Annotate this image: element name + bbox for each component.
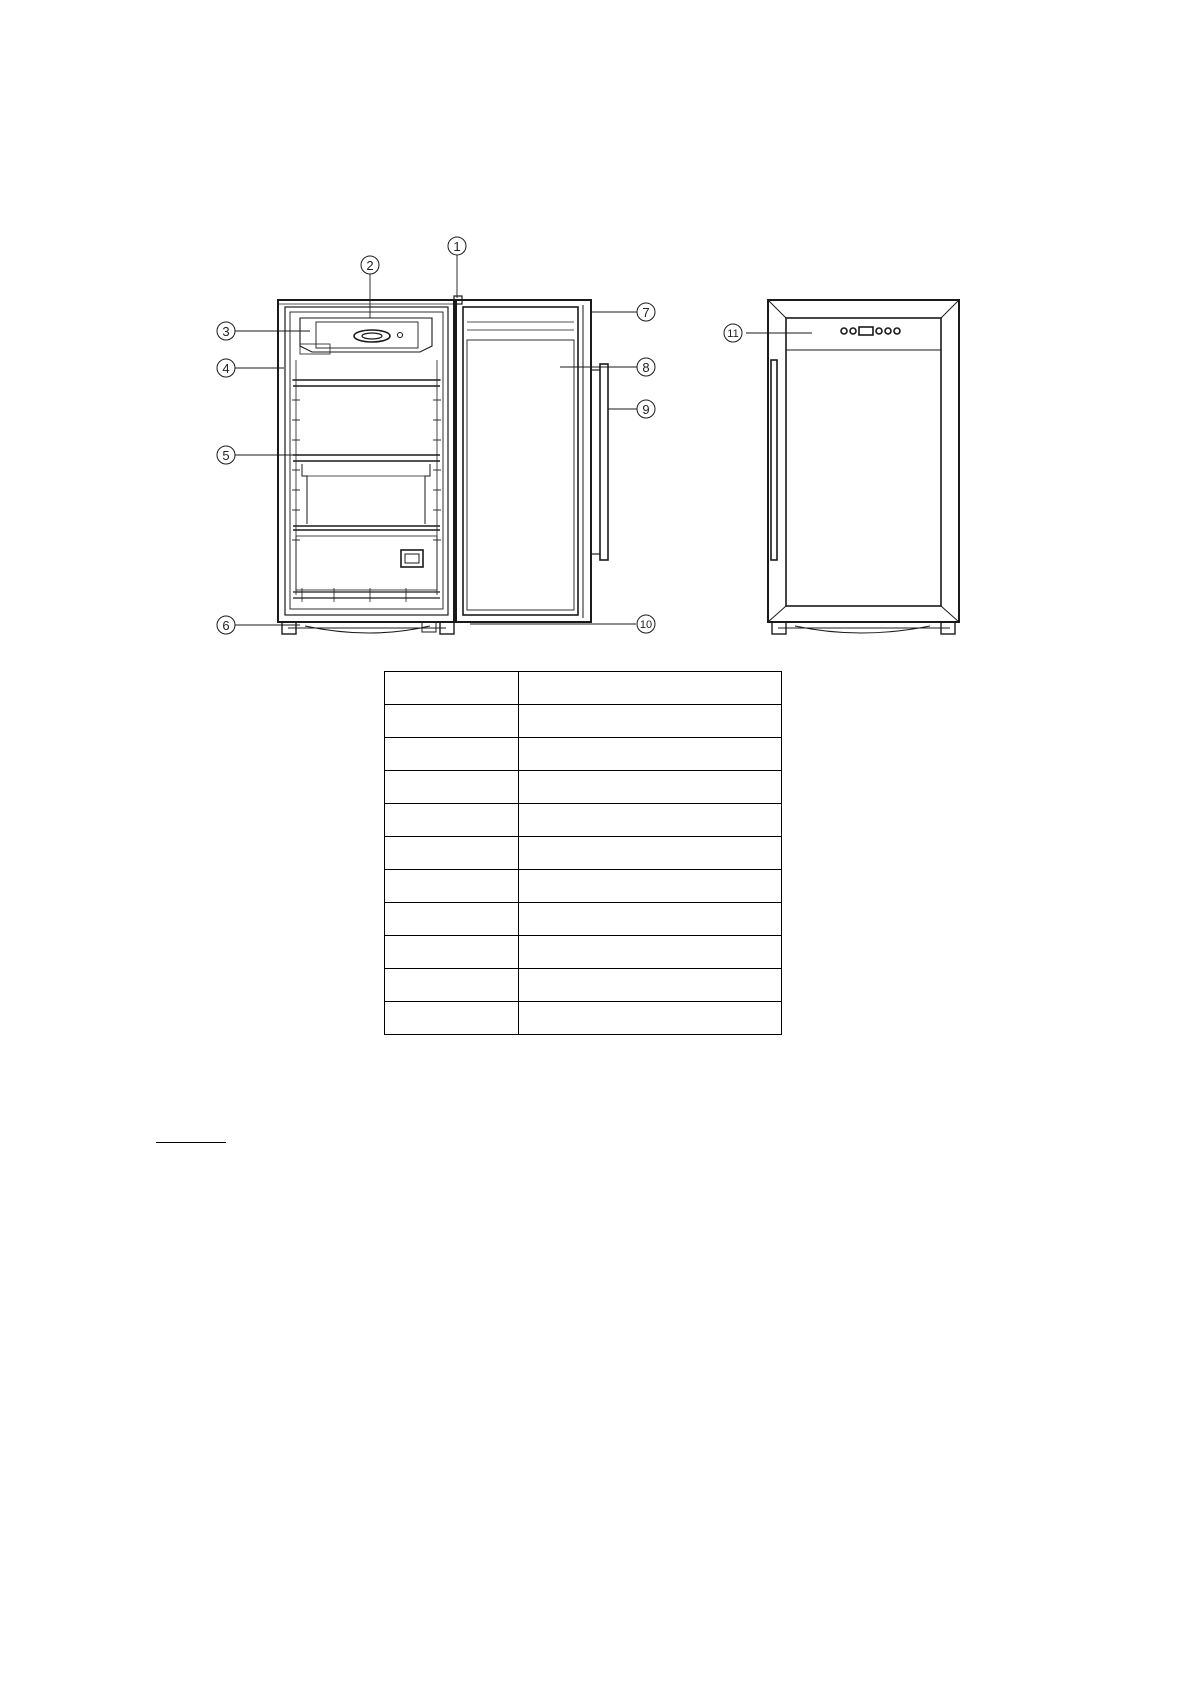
table-row	[385, 936, 782, 969]
open-door	[454, 296, 608, 622]
part-name-cell	[519, 903, 782, 936]
parts-table	[384, 671, 782, 1035]
callout-9-number: 9	[642, 402, 650, 417]
table-row	[385, 705, 782, 738]
callout-10-number: 10	[639, 619, 653, 631]
callout-4-number: 4	[222, 361, 230, 376]
part-number-cell	[385, 1002, 519, 1035]
table-row	[385, 837, 782, 870]
callout-1-number: 1	[453, 239, 461, 254]
part-name-cell	[519, 738, 782, 771]
table-row	[385, 738, 782, 771]
part-name-cell	[519, 969, 782, 1002]
part-number-cell	[385, 870, 519, 903]
part-name-cell	[519, 837, 782, 870]
part-number-cell	[385, 804, 519, 837]
part-number-cell	[385, 969, 519, 1002]
control-box	[401, 550, 423, 567]
part-name-cell	[519, 804, 782, 837]
part-number-cell	[385, 672, 519, 705]
callout-7-number: 7	[642, 305, 650, 320]
part-number-cell	[385, 903, 519, 936]
shelves	[293, 380, 440, 530]
appliance-diagram	[0, 0, 1192, 660]
callout-5-number: 5	[222, 448, 230, 463]
control-panel	[841, 327, 900, 335]
table-row	[385, 771, 782, 804]
callout-3-number: 3	[222, 324, 230, 339]
cabinet-base	[282, 622, 454, 634]
table-row	[385, 870, 782, 903]
part-number-cell	[385, 936, 519, 969]
table-row	[385, 903, 782, 936]
table-row	[385, 672, 782, 705]
callout-11-number: 11	[727, 328, 739, 340]
part-name-cell	[519, 672, 782, 705]
part-name-cell	[519, 870, 782, 903]
fan-housing	[300, 318, 432, 354]
part-name-cell	[519, 936, 782, 969]
cabinet-open-view	[278, 300, 454, 634]
part-number-cell	[385, 837, 519, 870]
part-name-cell	[519, 1002, 782, 1035]
part-name-cell	[519, 771, 782, 804]
part-name-cell	[519, 705, 782, 738]
callout-2-number: 2	[366, 258, 374, 273]
note-heading-underline	[156, 1142, 226, 1143]
callout-8-number: 8	[642, 360, 650, 375]
table-row	[385, 804, 782, 837]
table-row	[385, 969, 782, 1002]
parts-table-body	[385, 672, 782, 1035]
part-number-cell	[385, 771, 519, 804]
part-number-cell	[385, 705, 519, 738]
callout-6-number: 6	[222, 618, 230, 633]
door-handle	[591, 364, 608, 560]
callout-numbers	[222, 239, 738, 633]
cabinet-closed-view	[768, 300, 959, 634]
leader-lines	[235, 255, 812, 625]
part-number-cell	[385, 738, 519, 771]
table-row	[385, 1002, 782, 1035]
